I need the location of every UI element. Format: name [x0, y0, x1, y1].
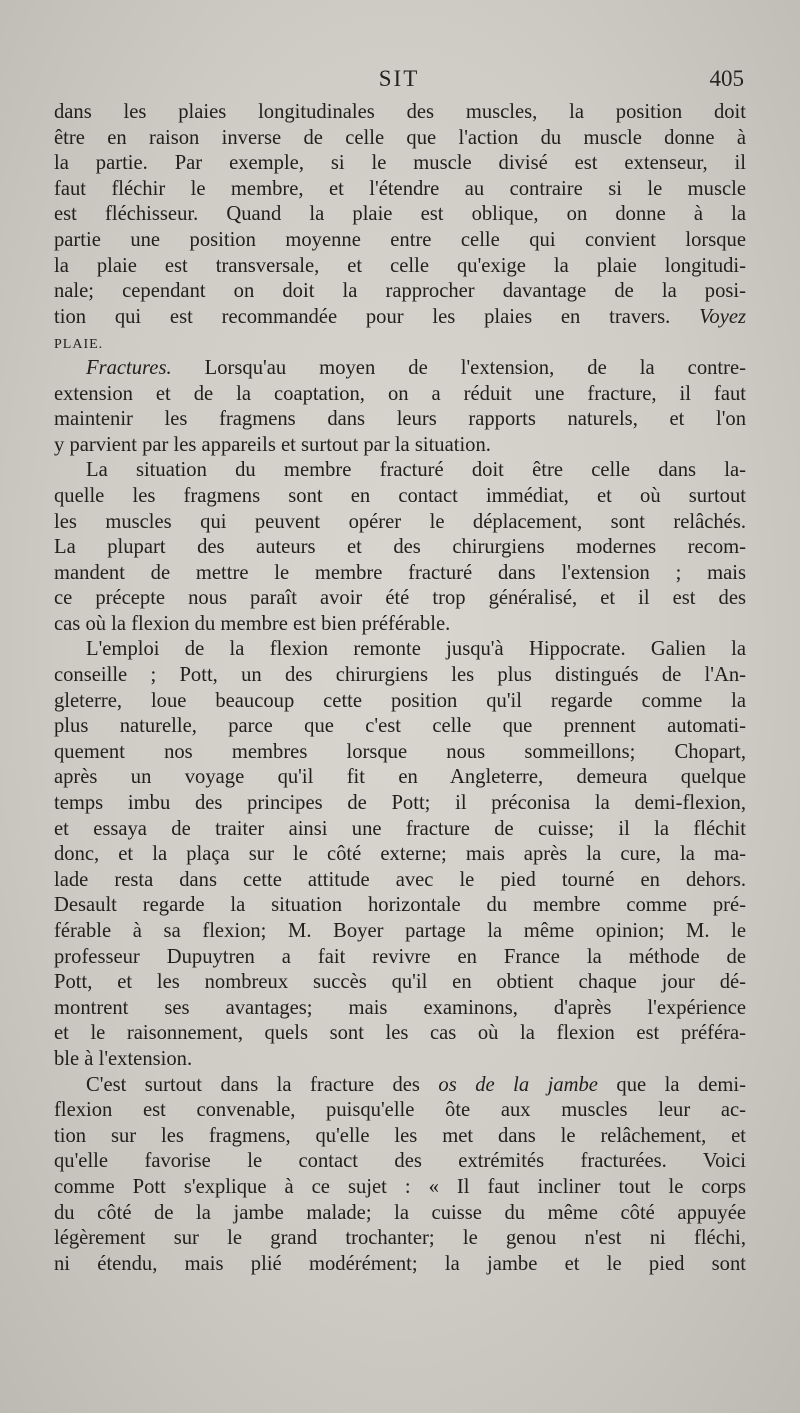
text-line: Desault regarde la situation horizontale du membre comme pré- [54, 894, 746, 917]
text-line: férable à sa flexion; M. Boyer partage la même opinion; M. le [54, 920, 746, 942]
text-line: faut fléchir le membre, et l'étendre au contraire si le muscle [54, 177, 746, 200]
text-fragment: C'est surtout dans la fracture des [86, 1073, 420, 1096]
text-line: est fléchisseur. Quand la plaie est oblique, on donne à la [54, 203, 746, 226]
text-line: partie une position moyenne entre celle qui convient lorsque [54, 228, 746, 251]
text-line: du côté de la jambe malade; la cuisse du même côté appuyée [54, 1201, 746, 1224]
text-fragment: tion qui est recommandée pour les plaies en travers. [54, 305, 671, 328]
voyez-label: Voyez [699, 305, 746, 328]
italic-term: os de la jambe [438, 1073, 598, 1096]
crossref-plaie: PLAIE. [54, 337, 104, 353]
text-line-with-crossref [54, 305, 746, 331]
text-line: plus naturelle, parce que c'est celle que prennent automati- [54, 715, 746, 738]
text-line: être en raison inverse de celle que l'action du muscle donne à [54, 126, 746, 149]
text-line: donc, et la plaça sur le côté externe; mais après la cure, la ma- [54, 843, 746, 866]
text-line: ce précepte nous paraît avoir été trop généralisé, et il est des [54, 587, 746, 610]
text-line: flexion est convenable, puisqu'elle ôte aux muscles leur ac- [54, 1099, 746, 1122]
text-fragment: que la demi- [616, 1073, 746, 1096]
text-line: y parvient par les appareils et surtout par la situation. [54, 433, 491, 456]
text-line: quement nos membres lorsque nous sommeillons; Chopart, [54, 740, 746, 763]
text-line: après un voyage qu'il fit en Angleterre, demeura quelque [54, 766, 746, 789]
text-line: conseille ; Pott, un des chirurgiens les plus distingués de l'An- [54, 664, 746, 687]
text-line: extension et de la coaptation, on a réduit une fracture, il faut [54, 382, 746, 405]
text-line: qu'elle favorise le contact des extrémités fracturées. Voici [54, 1150, 746, 1173]
text-line: gleterre, loue beaucoup cette position qu'il regarde comme la [54, 689, 746, 712]
text-line: et essaya de traiter ainsi une fracture de cuisse; il la fléchit [54, 817, 746, 840]
text-line: maintenir les fragmens dans leurs rapports naturels, et l'on [54, 408, 746, 431]
text-line: et le raisonnement, quels sont les cas où la flexion est préféra- [54, 1022, 746, 1045]
text-fragment: Lorsqu'au moyen de l'extension, de la contre- [204, 356, 746, 379]
text-line: ble à l'extension. [54, 1047, 193, 1070]
text-line: nale; cependant on doit la rapprocher davantage de la posi- [54, 280, 746, 303]
running-title: SIT [378, 66, 420, 91]
section-lead: Fractures. [86, 356, 172, 379]
page-number: 405 [709, 66, 744, 91]
text-line: professeur Dupuytren a fait revivre en France la méthode de [54, 945, 746, 968]
paragraph-situation [54, 458, 746, 637]
paragraph-jambe [54, 1073, 746, 1278]
running-head [54, 66, 744, 100]
body-text [54, 100, 746, 1277]
text-line: ni étendu, mais plié modérément; la jambe et le pied sont [54, 1252, 746, 1275]
text-line: La plupart des auteurs et des chirurgiens modernes recom- [54, 536, 746, 559]
text-line: les muscles qui peuvent opérer le déplacement, sont relâchés. [54, 510, 746, 533]
text-line: Pott, et les nombreux succès qu'il en obtient chaque jour dé- [54, 971, 746, 994]
text-line: montrent ses avantages; mais examinons, d'après l'expérience [54, 996, 746, 1019]
text-line: La situation du membre fracturé doit être celle dans la- [86, 459, 746, 482]
text-line: la partie. Par exemple, si le muscle divisé est extenseur, il [54, 152, 746, 175]
text-line: mandent de mettre le membre fracturé dans l'extension ; mais [54, 561, 746, 584]
text-line: temps imbu des principes de Pott; il préconisa la demi-flexion, [54, 792, 746, 815]
text-line-with-lead [54, 356, 746, 382]
text-line: légèrement sur le grand trochanter; le genou n'est ni fléchi, [54, 1227, 746, 1250]
paragraph-plaies [54, 100, 746, 356]
text-line: dans les plaies longitudinales des muscles, la position doit [54, 101, 746, 123]
text-line: L'emploi de la flexion remonte jusqu'à Hippocrate. Galien la [86, 638, 746, 661]
text-line: la plaie est transversale, et celle qu'exige la plaie longitudi- [54, 254, 746, 277]
text-line: comme Pott s'explique à ce sujet : « Il faut incliner tout le corps [54, 1175, 746, 1198]
text-line: lade resta dans cette attitude avec le pied tourné en dehors. [54, 868, 746, 891]
text-line: tion sur les fragmens, qu'elle les met dans le relâchement, et [54, 1124, 746, 1147]
paragraph-fractures [54, 356, 746, 458]
text-line: cas où la flexion du membre est bien préférable. [54, 612, 451, 635]
text-line: quelle les fragmens sont en contact immédiat, et où surtout [54, 484, 746, 507]
text-line [54, 330, 746, 356]
paragraph-flexion-history [54, 637, 746, 1072]
text-line-with-italic [54, 1073, 746, 1099]
